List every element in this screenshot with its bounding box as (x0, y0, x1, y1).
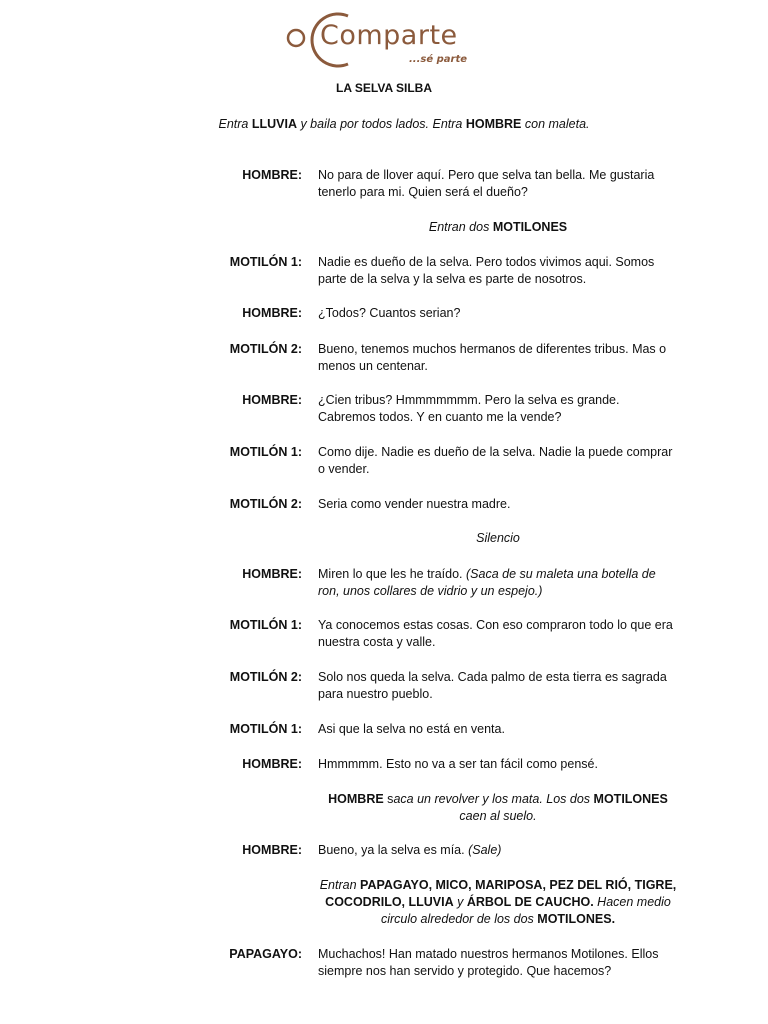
logo-tagline: ...sé parte (409, 54, 468, 65)
dialogue-line (318, 496, 678, 513)
dialogue-line (318, 566, 678, 600)
direction-run: Entran dos (428, 220, 493, 234)
direction-run: MOTILONES (492, 220, 568, 234)
speaker-label: HOMBRE: (242, 843, 302, 857)
stage-note: (Sale) (468, 843, 502, 857)
dialogue-text: Solo nos queda la selva. Cada palmo de esta tierra es sagrada para nuestro pueblo. (318, 670, 667, 701)
speaker-label: MOTILÓN 1: (229, 618, 302, 632)
dialogue-line (318, 305, 678, 322)
dialogue-line (318, 167, 678, 201)
dialogue-text: Bueno, tenemos muchos hermanos de diferentes tribus. Mas o menos un centenar. (318, 342, 667, 373)
direction-run: y baila por todos lados. Entra (296, 117, 466, 131)
dialogue-text: Como dije. Nadie es dueño de la selva. Nadie la puede comprar o vender. (318, 445, 673, 476)
dialogue-line (318, 669, 678, 703)
dialogue-line (318, 842, 678, 859)
dialogue-text: Seria como vender nuestra madre. (318, 497, 511, 511)
speaker-label: HOMBRE: (242, 168, 302, 182)
direction-run: PAPAGAYO, MICO, MARIPOSA, PEZ DEL RIÓ, TIGRE, COCODRILO, LLUVIA (325, 878, 677, 909)
direction-run: aca un revolver y los mata. Los dos (393, 792, 594, 806)
dialogue-line (318, 444, 678, 478)
dialogue-line (318, 392, 678, 426)
dialogue-text: ¿Todos? Cuantos serian? (318, 306, 461, 320)
speaker-label: HOMBRE: (242, 567, 302, 581)
direction-run: caen al suelo. (459, 809, 537, 823)
stage-note: (Saca de su maleta una botella de ron, unos collares de vidrio y un espejo.) (318, 567, 656, 598)
speaker-label: MOTILÓN 1: (229, 445, 302, 459)
logo-brand: Comparte (320, 20, 458, 51)
speaker-label: HOMBRE: (242, 306, 302, 320)
dialogue-text: No para de llover aquí. Pero que selva tan bella. Me gustaria tenerlo para mi. Quien será el dueño? (318, 168, 655, 199)
stage-direction (318, 877, 678, 928)
stage-direction (318, 219, 678, 236)
dialogue-line (318, 946, 678, 980)
direction-run: MOTILONES. (537, 912, 616, 926)
dialogue-text: Miren lo que les he traído. (318, 567, 466, 581)
dialogue-line (318, 254, 678, 288)
comparte-logo (286, 8, 486, 72)
stage-direction (0, 116, 768, 133)
dialogue-line (318, 341, 678, 375)
page-title: LA SELVA SILBA (336, 81, 432, 95)
dialogue-text: Hmmmmm. Esto no va a ser tan fácil como pensé. (318, 757, 598, 771)
direction-run: Entran (319, 878, 361, 892)
dialogue-text: Ya conocemos estas cosas. Con eso compraron todo lo que era nuestra costa y valle. (318, 618, 673, 649)
dialogue-line (318, 756, 678, 773)
dialogue-text: Muchachos! Han matado nuestros hermanos Motilones. Ellos siempre nos han servido y protegido. Que hacemos? (318, 947, 659, 978)
direction-run: Entra (218, 117, 252, 131)
stage-direction (318, 791, 678, 825)
speaker-label: MOTILÓN 2: (229, 670, 302, 684)
speaker-label: HOMBRE: (242, 393, 302, 407)
direction-run: Silencio (476, 531, 520, 545)
direction-run: ÁRBOL DE CAUCHO. (466, 895, 594, 909)
direction-run: y (453, 895, 467, 909)
dialogue-text: Nadie es dueño de la selva. Pero todos vivimos aqui. Somos parte de la selva y la selva es parte de nosotros. (318, 255, 655, 286)
dialogue-text: ¿Cien tribus? Hmmmmmmm. Pero la selva es grande. Cabremos todos. Y en cuanto me la vende? (318, 393, 620, 424)
speaker-label: HOMBRE: (242, 757, 302, 771)
speaker-label: MOTILÓN 1: (229, 255, 302, 269)
dialogue-text: Bueno, ya la selva es mía. (318, 843, 469, 857)
direction-run: LLUVIA (251, 117, 297, 131)
dialogue-line (318, 617, 678, 651)
direction-run: MOTILONES (593, 792, 668, 806)
speaker-label: PAPAGAYO: (229, 947, 302, 961)
speaker-label: MOTILÓN 2: (229, 497, 302, 511)
speaker-label: MOTILÓN 2: (229, 342, 302, 356)
direction-run: HOMBRE (465, 117, 522, 131)
direction-run: con maleta. (521, 117, 590, 131)
direction-run: HOMBRE (328, 792, 384, 806)
direction-run: Hacen medio circulo alrededor de los dos (380, 895, 671, 926)
dialogue-text: Asi que la selva no está en venta. (318, 722, 505, 736)
dialogue-line (318, 721, 678, 738)
speaker-label: MOTILÓN 1: (229, 722, 302, 736)
stage-direction (318, 530, 678, 547)
direction-run: s (383, 792, 394, 806)
